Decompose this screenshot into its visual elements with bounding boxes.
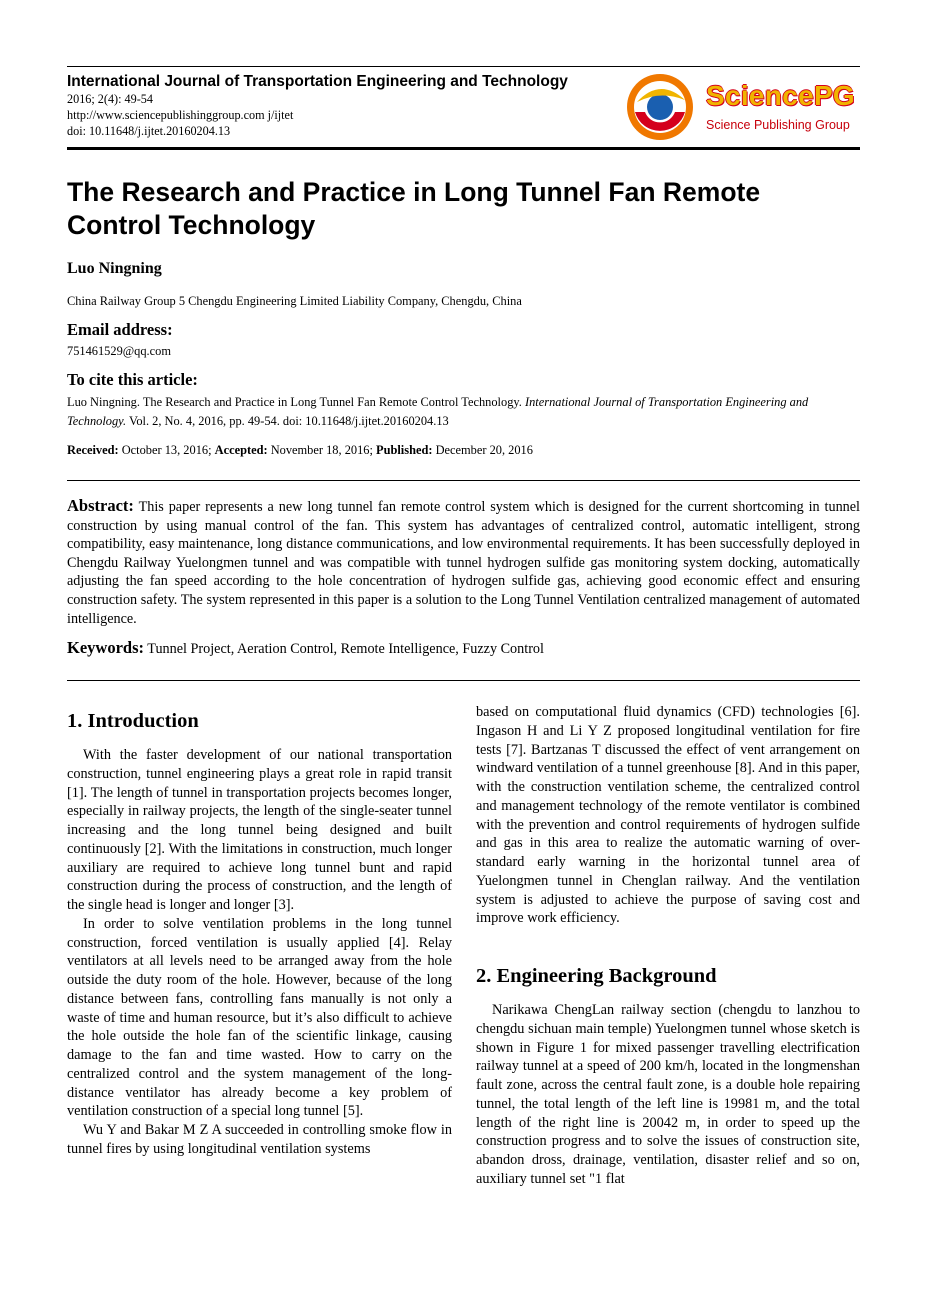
published-label: Published: — [376, 443, 433, 457]
citation-plain: Luo Ningning. The Research and Practice in Long Tunnel Fan Remote Control Technology. — [67, 395, 525, 409]
journal-url[interactable]: http://www.sciencepublishinggroup.com j/ijtet — [67, 108, 294, 122]
paper-title: The Research and Practice in Long Tunnel Fan Remote Control Technology — [67, 177, 761, 240]
paragraph: based on computational fluid dynamics (CFD) technologies [6]. Ingason H and Li Y Z proposed longitudinal ventilation for fire tests [7]. Bartzanas T discussed the effect of vent arrangement on windward ventilation of a tunnel greenhouse [8]. And in this paper, with the construction ventilation scheme, the centralized control and management technology of the remote ventilator is combined with the prevention and control requirements of hydrogen sulfide and gas in this area to realize the automatic warning of over-standard early warning in the horizontal tunnel area of Yuelongmen tunnel in Chenglan railway. And the ventilation system is adjusted to achieve the purpose of saving cost and improve work efficiency. — [476, 704, 860, 927]
journal-issue: 2016; 2(4): 49-54 — [67, 92, 153, 106]
paragraph: Wu Y and Bakar M Z A succeeded in controlling smoke flow in tunnel fires by using longitudinal ventilation systems — [67, 1122, 452, 1157]
abstract-text: This paper represents a new long tunnel fan remote control system which is designed for the current shortcoming in tunnel construction by using manual control of the fan. This system has advantages of centralized control, automatic intelligent, strong compatibility, easy maintenance, long distance communications, and low environmental requirements. It has been successfully deployed in Chengdu Railway Yuelongmen tunnel and was compatible with tunnel hydrogen sulfide gas monitoring system docking, automatically adjusting the fan speed according to the hole concentration of hydrogen sulfide gas, achieving good economic effect and ensuring construction safety. The system represented in this paper is a solution to the Long Tunnel Ventilation centralized management of automated intelligence. — [67, 499, 860, 627]
email-heading: Email address: — [67, 320, 173, 339]
email-address[interactable]: 751461529@qq.com — [67, 344, 171, 358]
received-date: October 13, 2016; — [118, 443, 215, 457]
logo-subtitle: Science Publishing Group — [706, 118, 850, 132]
abstract — [67, 497, 860, 628]
citation-rest: Vol. 2, No. 4, 2016, pp. 49-54. doi: 10.11648/j.ijtet.20160204.13 — [126, 414, 449, 428]
header-top-rule — [67, 66, 860, 67]
sciencepg-logo-icon — [625, 72, 695, 142]
right-column-text-bottom — [476, 1001, 860, 1189]
abstract-top-rule — [67, 480, 860, 481]
citation-journal: International Journal of Transportation Engineering and Technology. — [67, 395, 809, 428]
section-heading-engineering-background: 2. Engineering Background — [476, 965, 717, 987]
left-column-text — [67, 746, 452, 1159]
keywords-label: Keywords: — [67, 638, 144, 657]
citation — [67, 393, 860, 431]
paragraph: In order to solve ventilation problems in the long tunnel construction, forced ventilation is usually applied [4]. Relay ventilators at all levels need to be arranged away from the hole outside the duty room of the hole. However, because of the long distance between fans, controlling fans manually is not only a waste of time and human resource, but it’s also difficult to achieve the hole outside the hole fan of the scientific linkage, causing damage to the fan and time wasted. How to carry on the centralized control and the system management of the long-distance ventilator has already become a key problem of ventilation construction of a special long tunnel [5]. — [67, 915, 452, 1120]
accepted-date: November 18, 2016; — [267, 443, 377, 457]
cite-heading: To cite this article: — [67, 370, 198, 389]
paragraph: Narikawa ChengLan railway section (chengdu to lanzhou to chengdu sichuan main temple) Yuelongmen tunnel whose sketch is shown in Figure 1 for mixed passenger travelling electrification railway tunnel at a speed of 200 km/h, located in the longmenshan fault zone, across the central fault zone, is a double hole repairing tunnel, the total length of the left line is 19981 m, and the total length of the right line is 20042 m, in order to speed up the construction progress and to solve the issues of construction site, abandon dross, drainage, ventilation, disaster relief and so on, auxiliary tunnel set "1 flat — [476, 1002, 860, 1187]
logo-wordmark: SciencePG — [706, 80, 856, 111]
abstract-label: Abstract: — [67, 496, 134, 515]
section-heading-introduction: 1. Introduction — [67, 710, 199, 732]
accepted-label: Accepted: — [214, 443, 268, 457]
paragraph: With the faster development of our national transportation construction, tunnel engineering plays a great role in rapid transit [1]. The length of tunnel in transportation projects becomes longer, especially in railway projects, the length of the single-seater tunnel increasing and the long tunnel being designed and built continuously [2]. With the limitations in construction, much longer auxiliary are required to achieve long tunnel bunt and rapid construction during the process of construction, and the length of the single head is longer and longer [3]. — [67, 747, 452, 913]
right-column-text-top — [476, 703, 860, 928]
keywords — [67, 638, 860, 658]
published-date: December 20, 2016 — [432, 443, 533, 457]
received-label: Received: — [67, 443, 119, 457]
publication-dates — [67, 443, 533, 458]
keywords-text: Tunnel Project, Aeration Control, Remote Intelligence, Fuzzy Control — [144, 641, 544, 657]
journal-title: International Journal of Transportation Engineering and Technology — [67, 73, 568, 90]
author-affiliation: China Railway Group 5 Chengdu Engineering Limited Liability Company, Chengdu, China — [67, 294, 522, 308]
author-name: Luo Ningning — [67, 260, 162, 277]
header-bottom-rule — [67, 147, 860, 150]
article-doi: doi: 10.11648/j.ijtet.20160204.13 — [67, 124, 231, 138]
abstract-bottom-rule — [67, 680, 860, 681]
